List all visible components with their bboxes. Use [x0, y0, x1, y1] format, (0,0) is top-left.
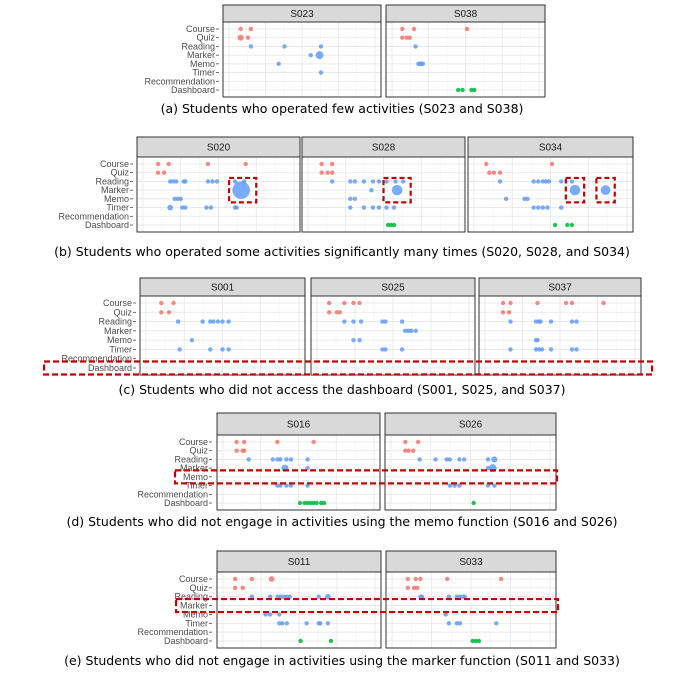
- data-point-timer: [384, 205, 388, 209]
- y-tick-label: Dashboard: [163, 498, 208, 508]
- data-point-timer: [226, 347, 230, 351]
- figure-caption: (b) Students who operated some activities significantly many times (S020, S028, and S034): [54, 244, 630, 259]
- data-point-reading: [246, 457, 250, 461]
- data-point-timer: [167, 205, 173, 211]
- data-point-reading: [271, 457, 275, 461]
- y-tick-label: Course: [99, 159, 129, 169]
- data-point-course: [508, 301, 512, 305]
- data-point-reading: [536, 179, 540, 183]
- data-point-dashboard: [329, 639, 333, 643]
- y-tick-label: Quiz: [189, 445, 208, 456]
- data-point-timer: [183, 205, 187, 209]
- data-point-timer: [545, 205, 549, 209]
- data-point-memo: [504, 197, 508, 201]
- data-point-quiz: [498, 171, 502, 175]
- panel-title: S020: [206, 142, 231, 154]
- data-point-timer: [371, 205, 375, 209]
- data-point-reading: [559, 179, 563, 183]
- data-point-timer: [536, 205, 540, 209]
- data-point-course: [269, 576, 275, 582]
- y-tick-label: Dashboard: [163, 636, 208, 646]
- data-point-timer: [400, 347, 404, 351]
- data-point-timer: [494, 621, 498, 625]
- panel-S028: [302, 137, 465, 232]
- y-tick-label: Memo: [182, 471, 208, 482]
- data-point-reading: [531, 179, 535, 183]
- panel-S038: [386, 5, 545, 97]
- y-tick-label: Memo: [182, 609, 208, 620]
- data-point-course: [501, 301, 505, 305]
- y-tick-label: Reading: [174, 591, 208, 602]
- data-point-dashboard: [471, 501, 475, 505]
- data-point-reading: [176, 319, 180, 323]
- data-point-course: [564, 301, 568, 305]
- panel-title: S034: [538, 142, 563, 154]
- data-point-quiz: [411, 449, 415, 453]
- y-tick-label: Memo: [189, 58, 215, 69]
- data-point-reading: [384, 179, 388, 183]
- data-point-reading: [400, 319, 404, 323]
- data-point-quiz: [400, 36, 404, 40]
- panel-title: S037: [548, 282, 572, 294]
- data-point-reading: [417, 457, 421, 461]
- data-point-dashboard: [298, 501, 302, 505]
- data-point-quiz: [330, 171, 334, 175]
- figure-group-e: [64, 551, 620, 668]
- data-point-reading: [462, 457, 466, 461]
- y-tick-label: Marker: [103, 325, 132, 336]
- data-point-quiz: [338, 310, 342, 314]
- figure-group-b: [54, 137, 633, 259]
- y-tick-label: Timer: [192, 67, 215, 78]
- data-point-timer: [204, 205, 208, 209]
- data-point-course: [238, 27, 242, 31]
- data-point-course: [406, 577, 410, 581]
- data-point-quiz: [238, 35, 244, 41]
- panel-title: S028: [371, 142, 396, 154]
- data-point-course: [311, 440, 315, 444]
- data-point-course: [550, 162, 554, 166]
- data-point-reading: [226, 319, 230, 323]
- y-tick-label: Reading: [95, 176, 129, 187]
- data-point-course: [159, 301, 163, 305]
- data-point-quiz: [406, 449, 410, 453]
- data-point-quiz: [327, 310, 331, 314]
- data-point-reading: [359, 319, 363, 323]
- y-tick-label: Marker: [179, 463, 208, 474]
- data-point-reading: [549, 319, 553, 323]
- data-point-memo: [348, 197, 352, 201]
- y-tick-label: Dashboard: [87, 363, 132, 373]
- data-point-reading: [249, 44, 253, 48]
- data-point-course: [330, 162, 334, 166]
- data-point-course: [445, 577, 449, 581]
- y-tick-label: Memo: [106, 335, 132, 346]
- data-point-timer: [447, 621, 451, 625]
- y-tick-label: Recommendation: [144, 76, 215, 87]
- data-point-course: [484, 162, 488, 166]
- data-point-reading: [570, 319, 574, 323]
- data-point-reading: [547, 179, 551, 183]
- panel-title: S016: [286, 419, 311, 431]
- data-point-reading: [211, 319, 215, 323]
- data-point-reading: [342, 319, 346, 323]
- data-point-timer: [209, 205, 213, 209]
- data-point-dashboard: [553, 223, 557, 227]
- data-point-course: [418, 577, 422, 581]
- data-point-quiz: [233, 586, 237, 590]
- y-tick-label: Timer: [106, 202, 129, 213]
- y-tick-label: Reading: [181, 41, 215, 52]
- panel-title: S026: [458, 419, 483, 431]
- data-point-reading: [210, 179, 214, 183]
- data-point-memo: [525, 197, 529, 201]
- data-point-timer: [326, 621, 330, 625]
- data-point-quiz: [406, 586, 410, 590]
- data-point-reading: [486, 457, 490, 461]
- data-point-timer: [304, 621, 308, 625]
- y-tick-label: Reading: [98, 316, 132, 327]
- y-tick-label: Quiz: [196, 32, 215, 43]
- data-point-reading: [330, 179, 334, 183]
- data-point-course: [535, 301, 539, 305]
- data-point-quiz: [167, 310, 171, 314]
- panel-title: S038: [453, 9, 478, 20]
- data-point-reading: [457, 457, 461, 461]
- data-point-dashboard: [298, 639, 302, 643]
- data-point-timer: [208, 347, 212, 351]
- figure-group-d: [66, 413, 617, 529]
- panel-title: S011: [287, 557, 311, 568]
- data-point-course: [275, 440, 279, 444]
- data-point-quiz: [234, 449, 238, 453]
- data-point-reading: [433, 457, 437, 461]
- data-point-reading: [413, 44, 417, 48]
- data-point-dashboard: [314, 501, 318, 505]
- data-point-marker: [601, 185, 611, 195]
- data-point-dashboard: [570, 223, 574, 227]
- data-point-quiz: [507, 310, 511, 314]
- data-point-reading: [570, 179, 574, 183]
- data-point-course: [249, 27, 253, 31]
- data-point-quiz: [162, 171, 166, 175]
- data-point-quiz: [407, 36, 411, 40]
- data-point-quiz: [492, 171, 496, 175]
- data-point-reading: [319, 44, 323, 48]
- data-point-timer: [570, 347, 574, 351]
- data-point-course: [166, 162, 170, 166]
- data-point-marker: [414, 329, 418, 333]
- data-point-reading: [383, 319, 387, 323]
- data-point-course: [342, 301, 346, 305]
- data-point-reading: [401, 179, 405, 183]
- data-point-reading: [508, 319, 512, 323]
- data-point-timer: [234, 205, 238, 209]
- data-point-reading: [348, 179, 352, 183]
- data-point-timer: [285, 621, 289, 625]
- data-point-quiz: [501, 310, 505, 314]
- data-point-timer: [377, 205, 381, 209]
- figure-group-a: [144, 5, 545, 116]
- data-point-quiz: [241, 586, 245, 590]
- data-point-timer: [559, 205, 563, 209]
- data-point-course: [357, 301, 361, 305]
- data-point-course: [412, 27, 416, 31]
- data-point-memo: [421, 62, 425, 66]
- data-point-course: [414, 577, 418, 581]
- data-point-course: [171, 301, 175, 305]
- data-point-timer: [319, 70, 323, 74]
- data-point-course: [319, 162, 323, 166]
- y-tick-label: Recommendation: [137, 627, 208, 638]
- panel-S023: [223, 5, 381, 97]
- y-tick-label: Quiz: [110, 167, 129, 178]
- data-point-course: [233, 577, 237, 581]
- data-point-memo: [357, 338, 361, 342]
- data-point-dashboard: [456, 88, 460, 92]
- data-point-marker: [409, 329, 413, 333]
- data-point-dashboard: [565, 223, 569, 227]
- data-point-timer: [458, 621, 462, 625]
- y-tick-label: Course: [178, 574, 208, 584]
- data-point-reading: [183, 179, 187, 183]
- data-point-reading: [220, 319, 224, 323]
- data-point-reading: [353, 179, 357, 183]
- data-point-reading: [216, 319, 220, 323]
- data-point-reading: [574, 319, 578, 323]
- y-tick-label: Recommendation: [137, 489, 208, 500]
- data-point-course: [570, 301, 574, 305]
- data-point-course: [403, 440, 407, 444]
- data-point-reading: [498, 179, 502, 183]
- data-point-memo: [276, 62, 280, 66]
- figure-caption: (c) Students who did not access the dashboard (S001, S025, and S037): [118, 382, 566, 397]
- data-point-timer: [177, 347, 181, 351]
- panel-title: S001: [210, 282, 235, 294]
- data-point-memo: [179, 197, 183, 201]
- data-point-reading: [371, 179, 375, 183]
- y-tick-label: Course: [178, 437, 208, 447]
- data-point-course: [327, 301, 331, 305]
- data-point-reading: [215, 179, 219, 183]
- data-point-timer: [540, 347, 544, 351]
- data-point-memo: [190, 338, 194, 342]
- data-point-reading: [491, 456, 497, 462]
- panel-title: S025: [381, 282, 405, 294]
- data-point-timer: [348, 205, 352, 209]
- data-point-memo: [353, 197, 357, 201]
- data-point-reading: [448, 457, 452, 461]
- data-point-course: [250, 577, 254, 581]
- data-point-reading: [278, 457, 282, 461]
- data-point-course: [499, 577, 503, 581]
- y-tick-label: Recommendation: [61, 353, 132, 364]
- panel-S026: [385, 413, 556, 510]
- data-point-quiz: [242, 449, 246, 453]
- data-point-course: [351, 301, 355, 305]
- data-point-quiz: [246, 36, 250, 40]
- y-tick-label: Marker: [186, 50, 215, 61]
- y-tick-label: Dashboard: [84, 220, 129, 230]
- data-point-dashboard: [392, 223, 396, 227]
- y-tick-label: Reading: [174, 454, 208, 465]
- data-point-quiz: [319, 171, 323, 175]
- data-point-course: [400, 27, 404, 31]
- data-point-timer: [392, 205, 396, 209]
- data-point-reading: [377, 179, 381, 183]
- data-point-timer: [541, 205, 545, 209]
- data-point-reading: [174, 179, 178, 183]
- data-point-marker: [232, 181, 250, 199]
- data-point-timer: [220, 347, 224, 351]
- data-point-reading: [362, 179, 366, 183]
- data-point-dashboard: [322, 501, 326, 505]
- figure-caption: (a) Students who operated few activities (S023 and S038): [160, 101, 524, 116]
- data-point-reading: [206, 179, 210, 183]
- data-point-memo: [351, 338, 355, 342]
- data-point-memo: [535, 338, 539, 342]
- data-point-timer: [574, 347, 578, 351]
- data-point-reading: [282, 44, 286, 48]
- data-point-course: [601, 301, 605, 305]
- data-point-dashboard: [460, 88, 464, 92]
- y-tick-label: Quiz: [189, 582, 208, 593]
- y-tick-label: Marker: [179, 600, 208, 611]
- data-point-reading: [538, 319, 542, 323]
- data-point-quiz: [415, 586, 419, 590]
- figure-caption: (d) Students who did not engage in activities using the memo function (S016 and S026): [66, 514, 618, 529]
- y-tick-label: Dashboard: [170, 85, 215, 95]
- y-tick-label: Marker: [100, 185, 129, 196]
- data-point-reading: [289, 457, 293, 461]
- data-point-course: [243, 162, 247, 166]
- data-point-marker: [316, 51, 324, 59]
- panel-S016: [217, 413, 380, 510]
- data-point-timer: [508, 347, 512, 351]
- data-point-course: [242, 440, 246, 444]
- panel-S034: [468, 137, 633, 232]
- y-tick-label: Course: [185, 24, 215, 34]
- y-tick-label: Memo: [103, 193, 129, 204]
- data-point-marker: [309, 53, 313, 57]
- figure-caption: (e) Students who did not engage in activities using the marker function (S011 and S033): [64, 653, 620, 668]
- data-point-timer: [383, 347, 387, 351]
- data-point-course: [156, 162, 160, 166]
- data-point-marker: [570, 185, 581, 196]
- data-point-dashboard: [477, 639, 481, 643]
- data-point-course: [234, 440, 238, 444]
- data-point-marker: [369, 188, 373, 192]
- data-point-course: [206, 162, 210, 166]
- data-point-timer: [531, 205, 535, 209]
- data-point-reading: [284, 457, 288, 461]
- data-point-course: [465, 27, 469, 31]
- figure-group-c: [44, 278, 652, 397]
- y-tick-label: Quiz: [113, 307, 132, 318]
- data-point-quiz: [487, 171, 491, 175]
- data-point-reading: [393, 179, 397, 183]
- data-point-quiz: [159, 310, 163, 314]
- panel-title: S033: [459, 557, 483, 568]
- y-tick-label: Course: [102, 298, 132, 308]
- y-tick-label: Timer: [185, 618, 208, 629]
- data-point-timer: [318, 621, 322, 625]
- data-point-reading: [351, 319, 355, 323]
- data-point-quiz: [156, 171, 160, 175]
- data-point-reading: [200, 319, 204, 323]
- y-tick-label: Timer: [185, 480, 208, 491]
- data-point-course: [416, 440, 420, 444]
- data-point-timer: [549, 347, 553, 351]
- y-tick-label: Recommendation: [58, 211, 129, 222]
- data-point-dashboard: [472, 88, 476, 92]
- data-point-timer: [280, 621, 284, 625]
- data-point-marker: [392, 185, 403, 196]
- y-tick-label: Timer: [109, 344, 132, 355]
- panel-S020: [137, 137, 300, 232]
- data-point-reading: [305, 457, 309, 461]
- panel-title: S023: [290, 9, 314, 20]
- data-point-timer: [362, 205, 366, 209]
- data-point-quiz: [325, 171, 329, 175]
